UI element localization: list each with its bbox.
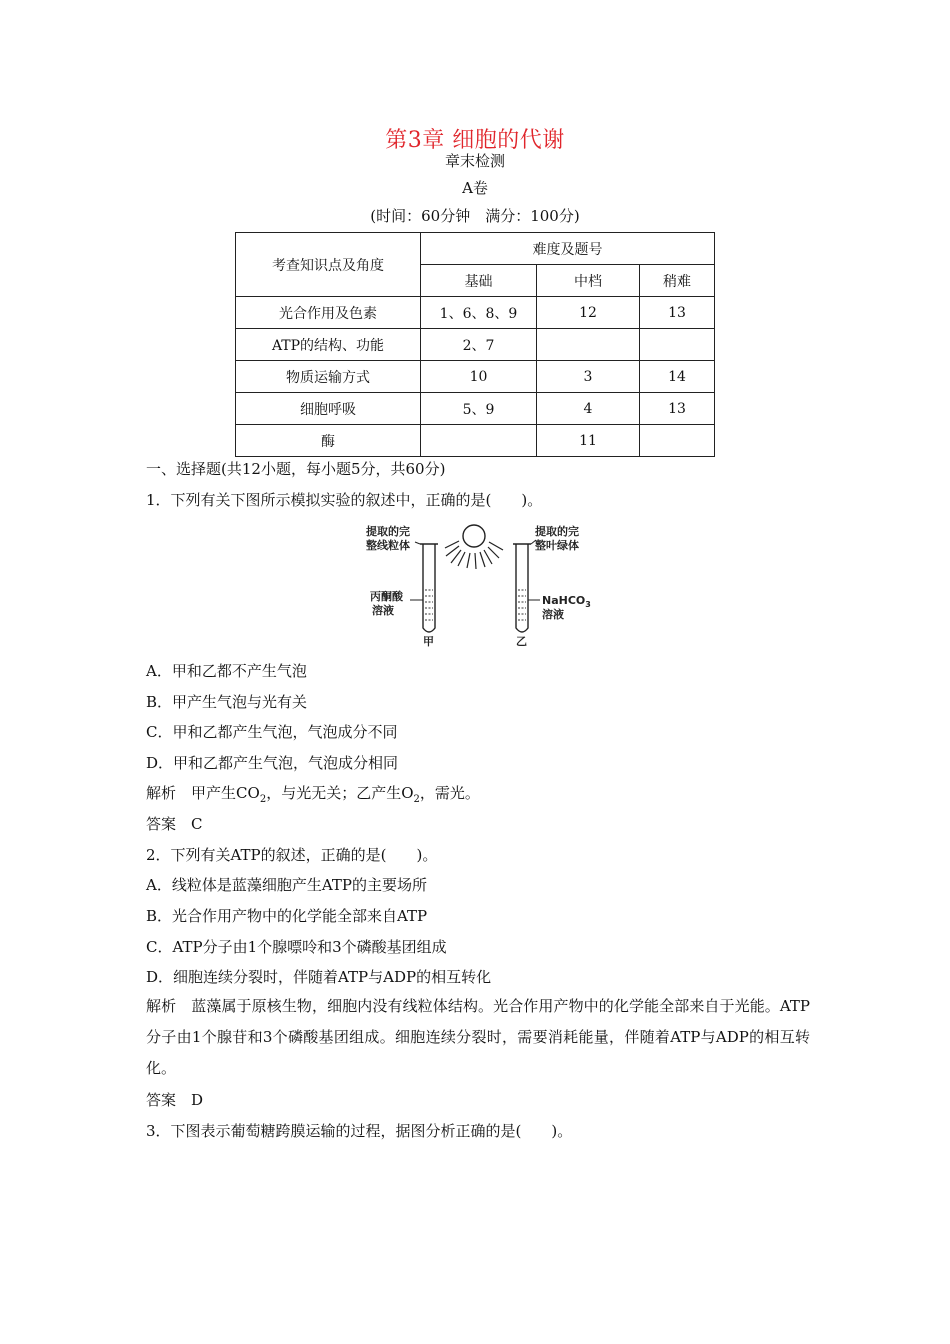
- basic-cell: 2、7: [421, 329, 537, 361]
- right-liquid-label-2: 溶液: [542, 608, 564, 621]
- chapter-subtitle: 章末检测: [444, 152, 505, 170]
- left-top-label-2: 整线粒体: [366, 539, 410, 552]
- hard-cell: [640, 329, 715, 361]
- q3-stem: 3．下图表示葡萄糖跨膜运输的过程，据图分析正确的是( )。: [146, 1122, 573, 1140]
- left-liquid-label-1: 丙酮酸: [370, 590, 403, 603]
- q1-option-c: C．甲和乙都产生气泡，气泡成分不同: [146, 723, 398, 741]
- section-heading: 一、选择题(共12小题，每小题5分，共60分): [146, 460, 446, 478]
- left-top-label-1: 提取的完: [366, 525, 410, 538]
- mid-cell: 3: [537, 361, 640, 393]
- basic-cell: [421, 425, 537, 457]
- hard-cell: [640, 425, 715, 457]
- tube-yi: [513, 540, 540, 632]
- q1-option-d: D．甲和乙都产生气泡，气泡成分相同: [146, 754, 399, 772]
- knowledge-table: [235, 232, 715, 457]
- level-basic: 基础: [421, 265, 537, 297]
- hard-cell: 13: [640, 393, 715, 425]
- basic-cell: 10: [421, 361, 537, 393]
- right-top-label-2: 整叶绿体: [535, 539, 579, 552]
- hard-cell: 14: [640, 361, 715, 393]
- time-score-info: (时间：60分钟 满分：100分): [370, 207, 580, 225]
- basic-cell: 5、9: [421, 393, 537, 425]
- tube-jia: [410, 542, 438, 632]
- tube-jia-label: 甲: [423, 635, 434, 648]
- q1-option-a: A．甲和乙都不产生气泡: [146, 662, 307, 680]
- q2-option-a: A．线粒体是蓝藻细胞产生ATP的主要场所: [146, 876, 427, 894]
- topic-cell: 物质运输方式: [236, 361, 421, 393]
- table-row: [236, 393, 715, 425]
- hard-cell: 13: [640, 297, 715, 329]
- topic-cell: 酶: [236, 425, 421, 457]
- table-col-header: 考查知识点及角度: [236, 233, 421, 297]
- table-row: [236, 297, 715, 329]
- topic-cell: 光合作用及色素: [236, 297, 421, 329]
- topic-cell: ATP的结构、功能: [236, 329, 421, 361]
- table-row: [236, 425, 715, 457]
- basic-cell: 1、6、8、9: [421, 297, 537, 329]
- left-liquid-label-2: 溶液: [372, 604, 394, 617]
- tube-yi-label: 乙: [516, 635, 527, 648]
- mid-cell: [537, 329, 640, 361]
- paper-label: A卷: [462, 179, 488, 197]
- q1-option-b: B．甲产生气泡与光有关: [146, 693, 308, 711]
- table-group-header: 难度及题号: [421, 233, 715, 265]
- level-hard: 稍难: [640, 265, 715, 297]
- q2-answer: 答案 D: [146, 1091, 204, 1109]
- mid-cell: 4: [537, 393, 640, 425]
- table-row: [236, 361, 715, 393]
- q1-analysis: 解析 甲产生$CO_2$，与光无关；乙产生$O_2$，需光。: [146, 784, 480, 805]
- mid-cell: 11: [537, 425, 640, 457]
- experiment-figure: [360, 520, 600, 650]
- q2-option-c: C．ATP分子由1个腺嘌呤和3个磷酸基团组成: [146, 938, 447, 956]
- right-liquid-label-1: NaHCO$_3$: [542, 594, 591, 609]
- right-top-label-1: 提取的完: [535, 525, 579, 538]
- q2-option-d: D．细胞连续分裂时，伴随着ATP与ADP的相互转化: [146, 968, 492, 986]
- q1-stem: 1．下列有关下图所示模拟实验的叙述中，正确的是( )。: [146, 491, 543, 509]
- mid-cell: 12: [537, 297, 640, 329]
- chapter-title: 第3章 细胞的代谢: [385, 128, 565, 153]
- q2-stem: 2．下列有关ATP的叙述，正确的是( )。: [146, 846, 438, 864]
- q2-option-b: B．光合作用产物中的化学能全部来自ATP: [146, 907, 428, 925]
- table-row: [236, 329, 715, 361]
- q1-answer: 答案 C: [146, 815, 203, 833]
- sun-icon: [445, 525, 503, 569]
- level-mid: 中档: [537, 265, 640, 297]
- q2-analysis: 解析 蓝藻属于原核生物，细胞内没有线粒体结构。光合作用产物中的化学能全部来自于光能。ATP分子由1个腺苷和3个磷酸基团组成。细胞连续分裂时，需要消耗能量，伴随着ATP与ADP的相互转化。: [146, 997, 810, 1077]
- topic-cell: 细胞呼吸: [236, 393, 421, 425]
